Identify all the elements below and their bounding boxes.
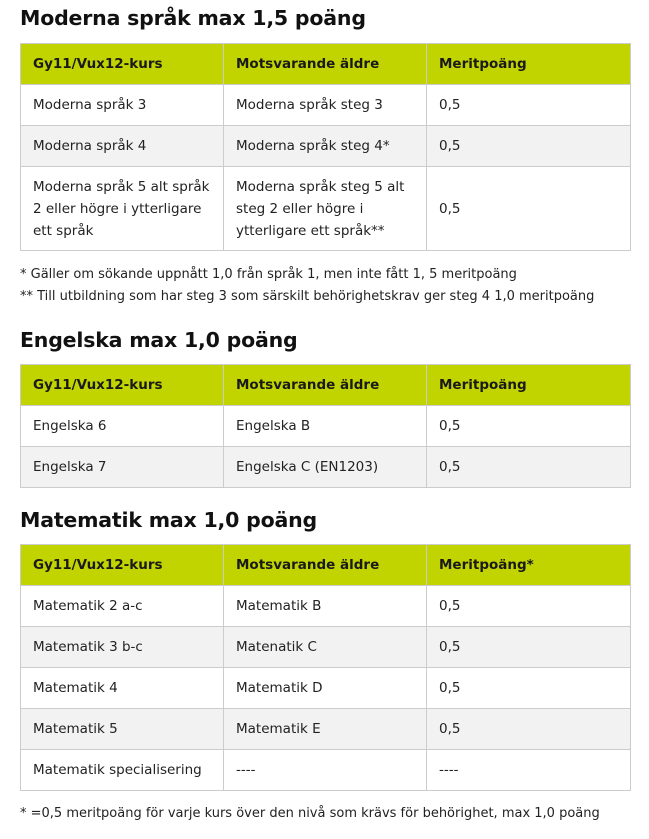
cell-older-equivalent: Engelska C (EN1203) — [224, 447, 427, 488]
table-row — [21, 627, 631, 668]
cell-older-equivalent: Matematik E — [224, 709, 427, 750]
cell-older-equivalent: Matenatik C — [224, 627, 427, 668]
cell-merit-points: 0,5 — [427, 85, 631, 126]
cell-merit-points: 0,5 — [427, 406, 631, 447]
footnotes-matematik — [20, 803, 640, 825]
cell-older-equivalent: Moderna språk steg 5 alt steg 2 eller högre i ytterligare ett språk** — [224, 167, 427, 251]
section-heading-moderna-sprak: Moderna språk max 1,5 poäng — [20, 6, 366, 30]
table-header-row — [21, 44, 631, 85]
cell-course: Engelska 6 — [21, 406, 224, 447]
cell-course: Engelska 7 — [21, 447, 224, 488]
column-header-older-equivalent: Motsvarande äldre — [224, 365, 427, 406]
column-header-older-equivalent: Motsvarande äldre — [224, 44, 427, 85]
column-header-course: Gy11/Vux12-kurs — [21, 44, 224, 85]
table-row — [21, 447, 631, 488]
cell-course: Matematik 4 — [21, 668, 224, 709]
table-row — [21, 85, 631, 126]
footnote: * Gäller om sökande uppnått 1,0 från språk 1, men inte fått 1, 5 meritpoäng — [20, 267, 517, 282]
cell-course: Moderna språk 5 alt språk 2 eller högre i ytterligare ett språk — [21, 167, 224, 251]
column-header-merit-points: Meritpoäng* — [427, 545, 631, 586]
table-row — [21, 586, 631, 627]
table-row — [21, 406, 631, 447]
cell-merit-points: 0,5 — [427, 668, 631, 709]
table-header-row — [21, 365, 631, 406]
column-header-merit-points: Meritpoäng — [427, 365, 631, 406]
cell-older-equivalent: ---- — [224, 750, 427, 791]
cell-older-equivalent: Engelska B — [224, 406, 427, 447]
table-row — [21, 750, 631, 791]
cell-older-equivalent: Matematik D — [224, 668, 427, 709]
table-row — [21, 126, 631, 167]
cell-merit-points: 0,5 — [427, 709, 631, 750]
column-header-older-equivalent: Motsvarande äldre — [224, 545, 427, 586]
cell-older-equivalent: Moderna språk steg 3 — [224, 85, 427, 126]
cell-older-equivalent: Moderna språk steg 4* — [224, 126, 427, 167]
section-heading-engelska: Engelska max 1,0 poäng — [20, 328, 298, 352]
table-row — [21, 709, 631, 750]
table-engelska — [20, 364, 631, 488]
footnotes-moderna-sprak — [20, 264, 640, 308]
cell-course: Matematik 5 — [21, 709, 224, 750]
table-row — [21, 167, 631, 251]
footnote: * =0,5 meritpoäng för varje kurs över den nivå som krävs för behörighet, max 1,0 poäng — [20, 806, 600, 821]
cell-older-equivalent: Matematik B — [224, 586, 427, 627]
cell-course: Moderna språk 3 — [21, 85, 224, 126]
column-header-course: Gy11/Vux12-kurs — [21, 545, 224, 586]
column-header-course: Gy11/Vux12-kurs — [21, 365, 224, 406]
cell-merit-points: 0,5 — [427, 126, 631, 167]
table-row — [21, 668, 631, 709]
cell-course: Matematik 2 a-c — [21, 586, 224, 627]
table-header-row — [21, 545, 631, 586]
cell-course: Moderna språk 4 — [21, 126, 224, 167]
cell-merit-points: 0,5 — [427, 447, 631, 488]
cell-merit-points: 0,5 — [427, 586, 631, 627]
cell-course: Matematik 3 b-c — [21, 627, 224, 668]
cell-merit-points: 0,5 — [427, 627, 631, 668]
table-moderna-sprak — [20, 43, 631, 251]
section-heading-matematik: Matematik max 1,0 poäng — [20, 508, 317, 532]
cell-merit-points: ---- — [427, 750, 631, 791]
column-header-merit-points: Meritpoäng — [427, 44, 631, 85]
cell-merit-points: 0,5 — [427, 167, 631, 251]
footnote: ** Till utbildning som har steg 3 som särskilt behörighetskrav ger steg 4 1,0 meritpoäng — [20, 289, 595, 304]
cell-course: Matematik specialisering — [21, 750, 224, 791]
table-matematik — [20, 544, 631, 791]
